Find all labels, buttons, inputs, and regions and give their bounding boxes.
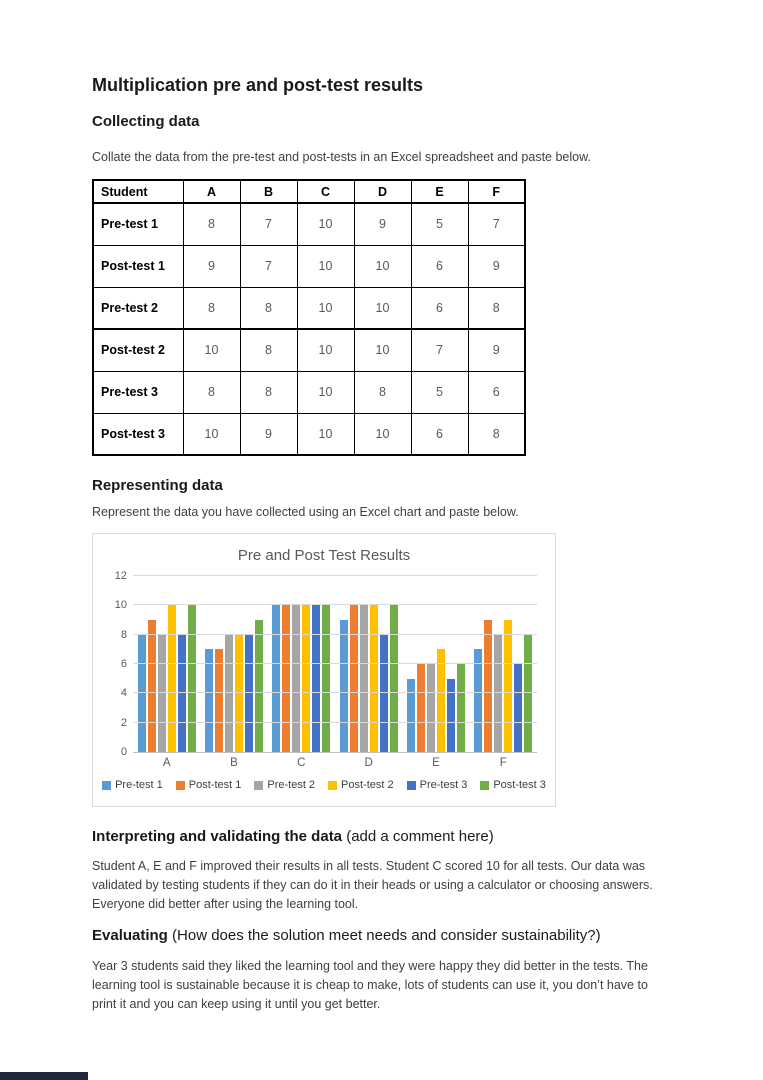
table-cell: 8 (183, 203, 240, 245)
chart-gridline (133, 634, 537, 635)
table-column-header: A (183, 180, 240, 203)
chart-x-tick-label: C (297, 757, 306, 769)
table-cell: 10 (297, 287, 354, 329)
chart-bar (407, 679, 415, 752)
chart-y-tick-label: 2 (120, 716, 127, 729)
table-cell: 10 (183, 329, 240, 371)
table-cell: 9 (468, 245, 525, 287)
chart-bar (457, 664, 465, 752)
chart-bar (360, 605, 368, 752)
chart-gridline (133, 663, 537, 664)
chart-y-tick-label: 10 (114, 599, 127, 612)
table-row (93, 329, 525, 371)
chart-bar (148, 620, 156, 752)
table-cell: 8 (354, 371, 411, 413)
table-cell: 6 (411, 245, 468, 287)
table-cell: 6 (411, 287, 468, 329)
chart-gridline (133, 604, 537, 605)
legend-item (254, 779, 315, 791)
chart-bar-group (268, 576, 335, 752)
table-cell: 10 (297, 245, 354, 287)
table-cell: 6 (468, 371, 525, 413)
chart-bar (350, 605, 358, 752)
legend-label: Post-test 3 (493, 779, 546, 791)
table-cell: 5 (411, 371, 468, 413)
table-cell: 9 (468, 329, 525, 371)
chart-bars (133, 576, 537, 752)
chart-bar (292, 605, 300, 752)
table-cell: 8 (240, 329, 297, 371)
legend-item (176, 779, 242, 791)
chart-bar (390, 605, 398, 752)
table-cell: 10 (183, 413, 240, 455)
table-row (93, 287, 525, 329)
legend-item (407, 779, 468, 791)
chart-bar (272, 605, 280, 752)
table-row (93, 203, 525, 245)
chart-y-tick-label: 8 (120, 628, 127, 641)
page-load-progress-bar (0, 1072, 88, 1080)
chart-gridline (133, 722, 537, 723)
heading-evaluating (92, 926, 674, 945)
chart-x-tick-label: E (432, 757, 440, 769)
legend-item (328, 779, 394, 791)
chart-gridline (133, 575, 537, 576)
chart-x-tick-label: F (499, 757, 507, 769)
chart-bar (312, 605, 320, 752)
legend-swatch-icon (102, 781, 111, 790)
chart-bar-group (470, 576, 537, 752)
table-cell: 7 (411, 329, 468, 371)
table-cell: 8 (240, 287, 297, 329)
table-cell: 10 (354, 329, 411, 371)
chart-bar-group (200, 576, 267, 752)
heading-collecting-data: Collecting data (92, 113, 200, 130)
table-cell: 8 (468, 413, 525, 455)
table-column-header: C (297, 180, 354, 203)
table-column-header: D (354, 180, 411, 203)
paragraph-interpreting: Student A, E and F improved their results in all tests. Student C scored 10 for all tests. Our data was validated by testing students if they can do it in their heads or using a calculator or choosing answers. Everyone did better after using the learning tool. (92, 859, 653, 911)
chart-bar-group (335, 576, 402, 752)
chart-bar (340, 620, 348, 752)
legend-item (480, 779, 546, 791)
chart-bar (427, 664, 435, 752)
chart-y-tick-label: 12 (114, 570, 127, 582)
table-row-label: Pre-test 2 (93, 287, 183, 329)
legend-swatch-icon (176, 781, 185, 790)
results-table-head (93, 180, 525, 203)
chart-bar (205, 649, 213, 752)
chart-bar (417, 664, 425, 752)
table-row-label: Pre-test 1 (93, 203, 183, 245)
table-cell: 8 (183, 287, 240, 329)
chart-legend (93, 779, 555, 791)
legend-label: Pre-test 2 (267, 779, 316, 791)
table-cell: 6 (411, 413, 468, 455)
table-cell: 10 (297, 329, 354, 371)
legend-label: Pre-test 1 (115, 779, 163, 791)
table-row-label: Pre-test 3 (93, 371, 183, 413)
table-cell: 9 (354, 203, 411, 245)
chart-title: Pre and Post Test Results (237, 547, 411, 564)
table-cell: 8 (468, 287, 525, 329)
table-cell: 10 (297, 203, 354, 245)
table-column-header: E (411, 180, 468, 203)
page-title: Multiplication pre and post-test results (92, 75, 424, 95)
paragraph-representing-data: Represent the data you have collected using an Excel chart and paste below. (92, 505, 519, 519)
table-row (93, 413, 525, 455)
table-cell: 10 (354, 245, 411, 287)
heading-representing-data: Representing data (92, 477, 223, 494)
chart-bar (188, 605, 196, 752)
chart-bar-group (133, 576, 200, 752)
chart-bar (484, 620, 492, 752)
chart-bar (322, 605, 330, 752)
chart-bar (447, 679, 455, 752)
table-cell: 8 (240, 371, 297, 413)
legend-label: Pre-test 3 (419, 779, 468, 791)
table-cell: 7 (240, 203, 297, 245)
table-cell: 9 (240, 413, 297, 455)
legend-label: Post-test 2 (341, 779, 394, 791)
table-column-header: B (240, 180, 297, 203)
chart-bar (255, 620, 263, 752)
table-cell: 5 (411, 203, 468, 245)
chart-bar (282, 605, 290, 752)
chart-x-tick-label: A (162, 757, 171, 769)
chart-plot-area (114, 570, 537, 758)
table-cell: 9 (183, 245, 240, 287)
paragraph-evaluating: Year 3 students said they liked the learning tool and they were happy they did better in the tests. The learning tool is sustainable because it is cheap to make, lots of students can use it, you don’t have to print it and you can keep using it until you get better. (92, 959, 648, 1011)
table-cell: 10 (354, 413, 411, 455)
table-cell: 7 (240, 245, 297, 287)
table-row (93, 371, 525, 413)
legend-swatch-icon (407, 781, 416, 790)
table-cell: 10 (297, 371, 354, 413)
table-row-label: Post-test 1 (93, 245, 183, 287)
chart-y-tick-label: 4 (120, 687, 127, 700)
chart-y-tick-label: 0 (120, 746, 127, 758)
chart-x-axis-labels (133, 757, 537, 769)
chart-gridline (133, 692, 537, 693)
heading-evaluating-bold: Evaluating (92, 927, 168, 944)
chart-bar (437, 649, 445, 752)
table-cell: 10 (354, 287, 411, 329)
chart-bar (504, 620, 512, 752)
legend-item (102, 779, 163, 791)
heading-evaluating-normal: (How does the solution meet needs and consider sustainability?) (167, 927, 601, 944)
chart-y-tick-label: 6 (120, 658, 127, 670)
results-table (92, 179, 526, 456)
chart-bar (370, 605, 378, 752)
table-row (93, 245, 525, 287)
chart-bar-group (402, 576, 469, 752)
table-row-label: Post-test 2 (93, 329, 183, 371)
table-cell: 7 (468, 203, 525, 245)
heading-interpreting-bold: Interpreting and validating the data (92, 828, 343, 845)
table-header-row (93, 180, 525, 203)
chart-x-tick-label: D (364, 757, 373, 769)
table-row-label: Post-test 3 (93, 413, 183, 455)
legend-swatch-icon (480, 781, 489, 790)
heading-interpreting (92, 827, 674, 846)
heading-interpreting-normal: (add a comment here) (342, 828, 494, 845)
table-cell: 8 (183, 371, 240, 413)
chart-bar (474, 649, 482, 752)
table-cell: 10 (297, 413, 354, 455)
chart-bar (514, 664, 522, 752)
paragraph-collecting-data: Collate the data from the pre-test and post-tests in an Excel spreadsheet and paste below. (92, 150, 591, 164)
results-table-body (93, 203, 525, 455)
legend-label: Post-test 1 (188, 779, 242, 791)
document-content (92, 0, 674, 1014)
chart-bar (215, 649, 223, 752)
legend-swatch-icon (254, 781, 263, 790)
table-corner-header: Student (93, 180, 183, 203)
chart-bar (302, 605, 310, 752)
table-column-header: F (468, 180, 525, 203)
chart-x-tick-label: B (230, 757, 238, 769)
legend-swatch-icon (328, 781, 337, 790)
excel-chart (92, 533, 556, 807)
chart-bar (168, 605, 176, 752)
